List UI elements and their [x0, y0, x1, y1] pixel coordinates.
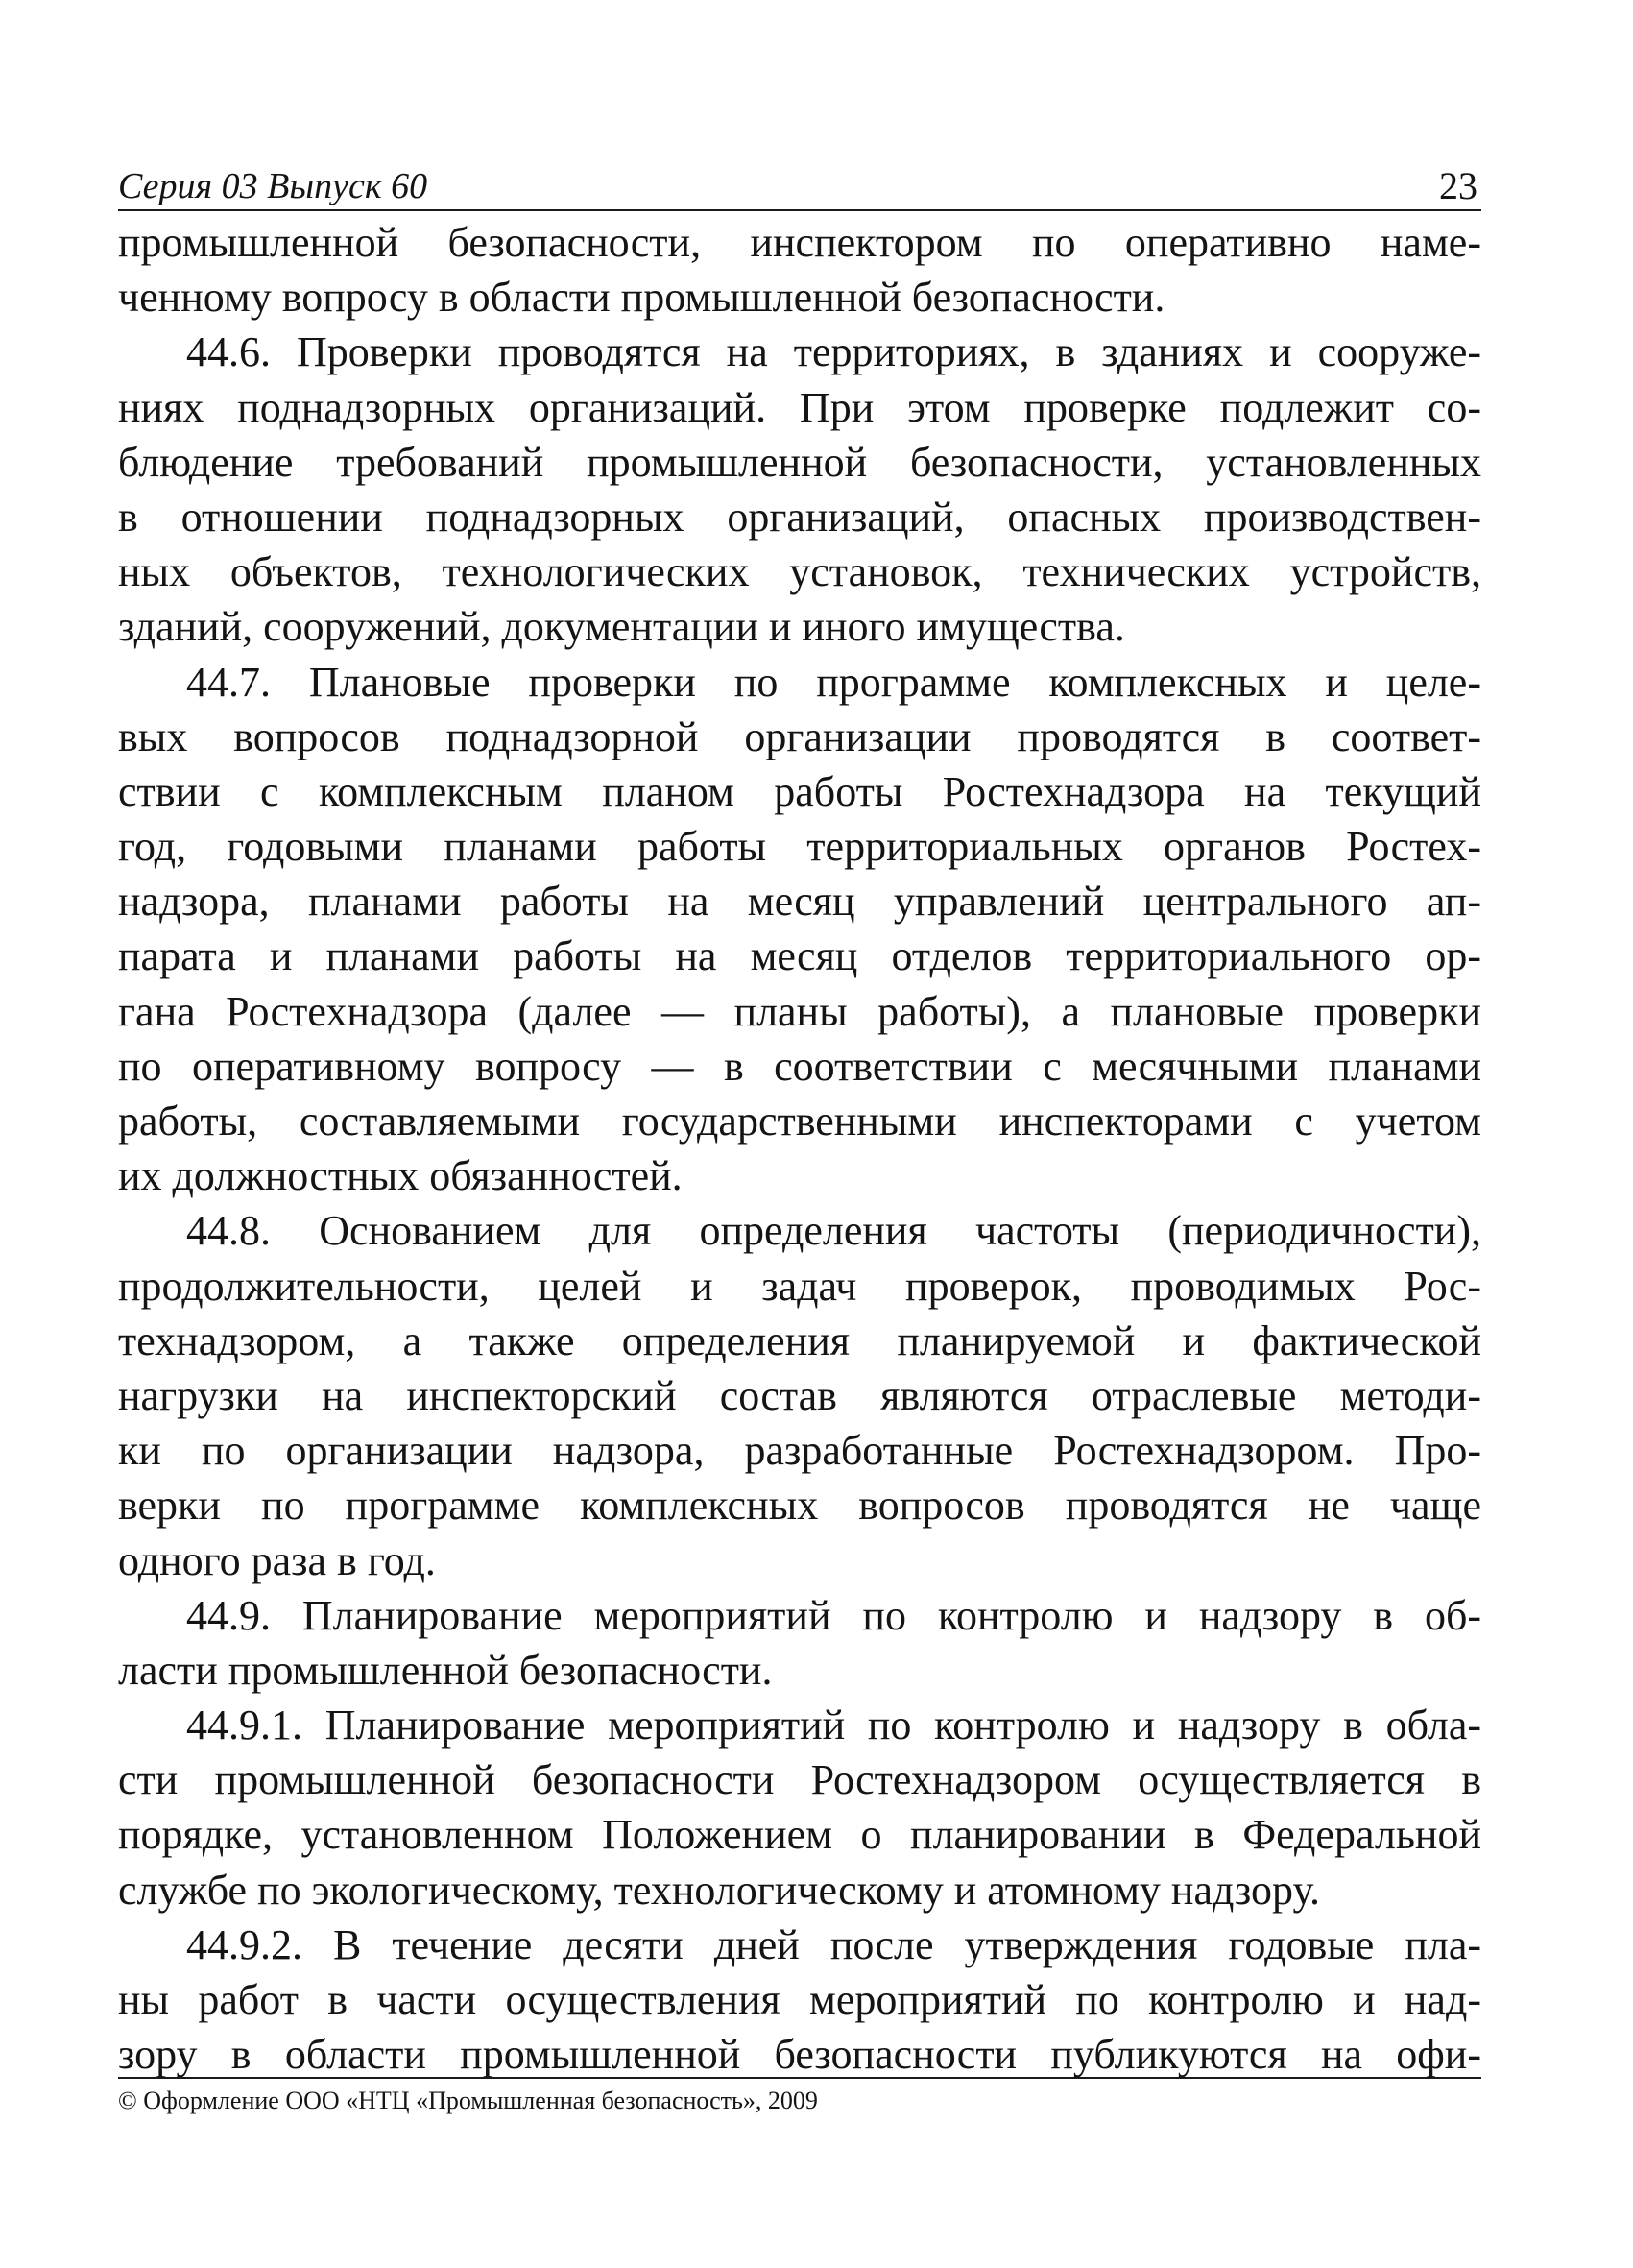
text-line: 44.6. Проверки проводятся на территориях, в зданиях и сооруже-	[186, 328, 1481, 376]
text-line: верки по программе комплексных вопросов проводятся не чаще	[118, 1482, 1481, 1530]
text-line: надзора, планами работы на месяц управлений центрального ап-	[118, 878, 1481, 926]
body-text	[118, 215, 1481, 2082]
text-line: парата и планами работы на месяц отделов территориального ор-	[118, 932, 1481, 980]
running-header	[118, 161, 1481, 211]
series-title: Серия 03 Выпуск 60	[118, 166, 428, 206]
text-line: службе по экологическому, технологическому и атомному надзору.	[118, 1866, 1321, 1914]
text-line: 44.8. Основанием для определения частоты (периодичности),	[186, 1207, 1481, 1255]
text-line: зору в области промышленной безопасности публикуются на офи-	[118, 2031, 1481, 2079]
text-line: год, годовыми планами работы территориальных органов Ростех-	[118, 823, 1481, 871]
text-line: промышленной безопасности, инспектором по оперативно наме-	[118, 219, 1481, 266]
text-line: вых вопросов поднадзорной организации проводятся в соответ-	[118, 712, 1481, 760]
text-line: ки по организации надзора, разработанные Ростехнадзором. Про-	[118, 1427, 1481, 1475]
text-line: технадзором, а также определения планируемой и фактической	[118, 1316, 1481, 1364]
text-line: 44.9.2. В течение десяти дней после утверждения годовые пла-	[186, 1920, 1481, 1968]
text-line: ствии с комплексным планом работы Ростехнадзора на текущий	[118, 767, 1481, 815]
text-line: одного раза в год.	[118, 1536, 436, 1584]
text-line: их должностных обязанностей.	[118, 1152, 683, 1200]
copyright-footer: © Оформление ООО «НТЦ «Промышленная безопасность», 2009	[118, 2087, 818, 2114]
text-line: блюдение требований промышленной безопасности, установленных	[118, 438, 1481, 486]
text-line: ласти промышленной безопасности.	[118, 1646, 773, 1694]
text-line: 44.7. Плановые проверки по программе комплексных и целе-	[186, 658, 1481, 706]
text-line: продолжительности, целей и задач проверок, проводимых Рос-	[118, 1262, 1481, 1310]
text-line: порядке, установленном Положением о планировании в Федеральной	[118, 1811, 1481, 1859]
text-line: ных объектов, технологических установок, технических устройств,	[118, 548, 1481, 596]
text-line: нагрузки на инспекторский состав являются отраслевые методи-	[118, 1371, 1481, 1419]
text-line: ниях поднадзорных организаций. При этом проверке подлежит со-	[118, 383, 1481, 431]
text-line: по оперативному вопросу — в соответствии с месячными планами	[118, 1042, 1481, 1090]
text-line: зданий, сооружений, документации и иного имущества.	[118, 603, 1125, 651]
footer-divider	[118, 2077, 1481, 2079]
text-line: гана Ростехнадзора (далее — планы работы), а плановые проверки	[118, 987, 1481, 1035]
text-line: ченному вопросу в области промышленной безопасности.	[118, 274, 1165, 322]
page-number: 23	[1439, 164, 1477, 207]
text-line: в отношении поднадзорных организаций, опасных производствен-	[118, 493, 1481, 541]
text-line: 44.9.1. Планирование мероприятий по контролю и надзору в обла-	[186, 1701, 1481, 1749]
text-line: ны работ в части осуществления мероприятий по контролю и над-	[118, 1976, 1481, 2023]
text-line: работы, составляемыми государственными инспекторами с учетом	[118, 1098, 1481, 1145]
text-line: сти промышленной безопасности Ростехнадзором осуществляется в	[118, 1756, 1481, 1804]
text-line: 44.9. Планирование мероприятий по контролю и надзору в об-	[186, 1591, 1481, 1639]
